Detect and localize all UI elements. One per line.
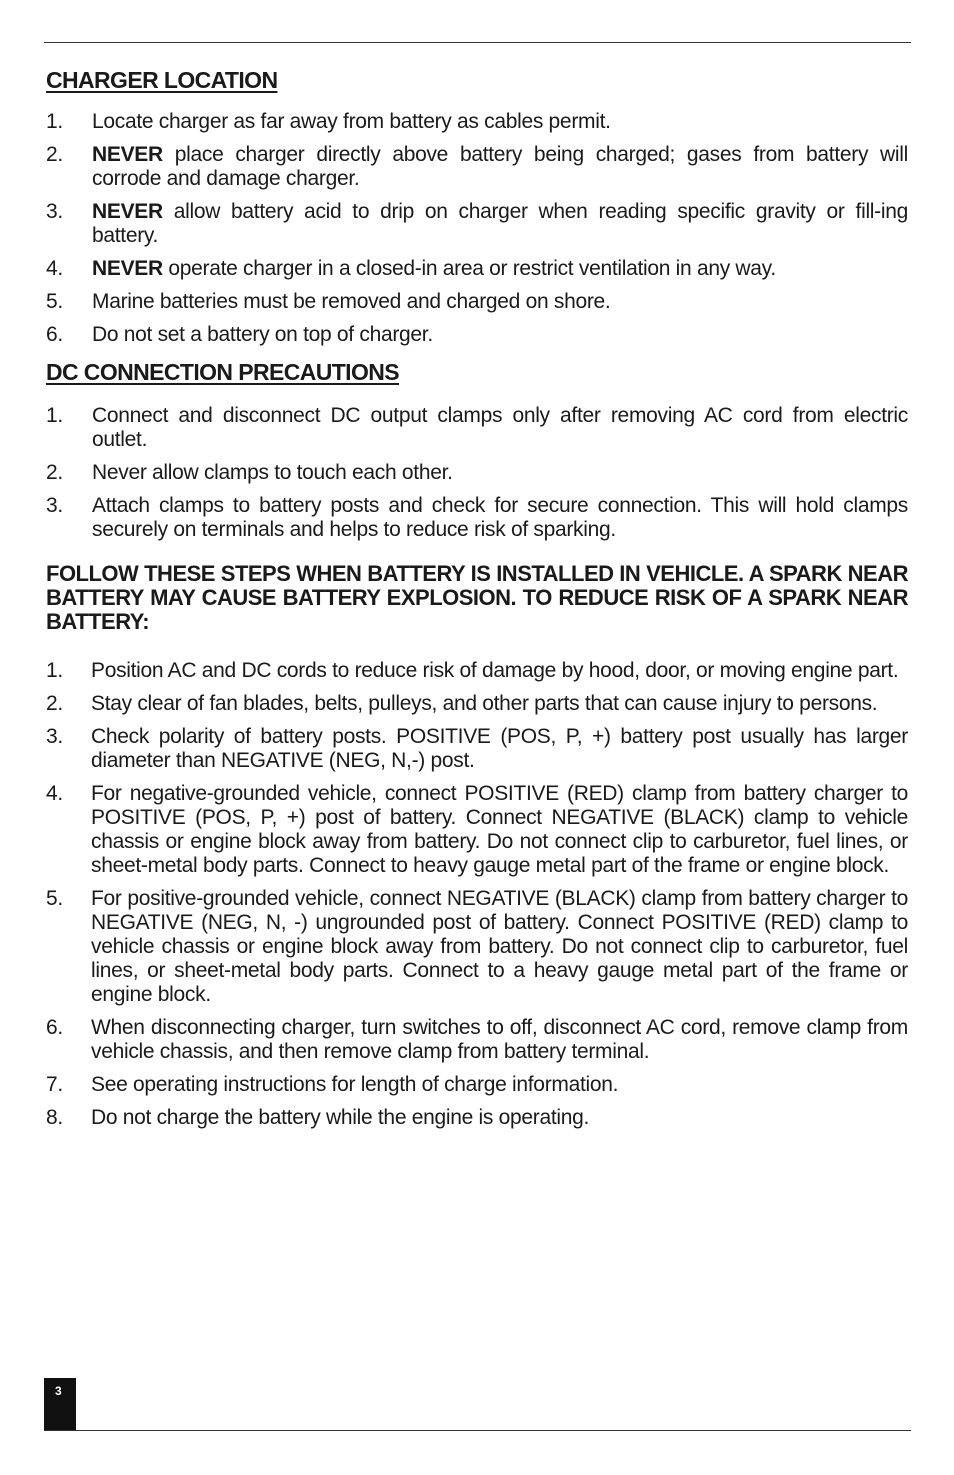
list-item: 4. For negative-grounded vehicle, connect POSITIVE (RED) clamp from battery charger to POSITIVE (POS, P, +) post of battery. Connect NEGATIVE (BLACK) clamp to vehicle chassis or engine block away from battery. Do not connect clip to carburetor, fuel lines, or sheet-metal body parts. Connect to heavy gauge metal part of the frame or engine block. xyxy=(46,782,908,877)
never-label: NEVER xyxy=(92,257,163,280)
list-item: 3. NEVER allow battery acid to drip on charger when reading specific gravity or fill-ing battery. xyxy=(46,200,908,247)
list-item: 8. Do not charge the battery while the engine is operating. xyxy=(46,1106,590,1129)
list-item: 6. When disconnecting charger, turn switches to off, disconnect AC cord, remove clamp from vehicle chassis, and then remove clamp from battery terminal. xyxy=(46,1016,908,1063)
page-number: 3 xyxy=(55,1384,62,1398)
list-item: 2. Never allow clamps to touch each other. xyxy=(46,461,453,484)
page-content xyxy=(46,66,908,1139)
section-title-charger-location: CHARGER LOCATION xyxy=(46,67,278,93)
top-rule xyxy=(44,42,911,43)
list-item: 2. Stay clear of fan blades, belts, pulleys, and other parts that can cause injury to persons. xyxy=(46,692,878,715)
list-item: 5. For positive-grounded vehicle, connect NEGATIVE (BLACK) clamp from battery charger to NEGATIVE (NEG, N, -) ungrounded post of battery. Connect POSITIVE (RED) clamp to vehicle chassis or engine block away from battery. Do not connect clip to carburetor, fuel lines, or sheet-metal body parts. Connect to a heavy gauge metal part of the frame or engine block. xyxy=(46,887,908,1006)
never-label: NEVER xyxy=(92,143,163,166)
section-title-dc-connection: DC CONNECTION PRECAUTIONS xyxy=(46,359,400,385)
dc-connection-list xyxy=(46,404,908,542)
installation-steps-list xyxy=(46,659,908,1130)
list-item: 6. Do not set a battery on top of charger. xyxy=(46,323,433,346)
list-item: 3. Check polarity of battery posts. POSITIVE (POS, P, +) battery post usually has larger diameter than NEGATIVE (NEG, N,-) post. xyxy=(46,725,908,772)
warning-heading: FOLLOW THESE STEPS WHEN BATTERY IS INSTALLED IN VEHICLE. A SPARK NEAR BATTERY MAY CAUSE BATTERY EXPLOSION. TO REDUCE RISK OF A SPARK NEAR BATTERY: xyxy=(46,561,908,634)
list-item: 1. Locate charger as far away from battery as cables permit. xyxy=(46,110,611,133)
page-number-tab xyxy=(44,1378,76,1430)
list-item: 4. NEVER operate charger in a closed-in area or restrict ventilation in any way. xyxy=(46,257,776,280)
list-item: 1. Connect and disconnect DC output clamps only after removing AC cord from electric outlet. xyxy=(46,404,908,451)
list-item: 7. See operating instructions for length of charge information. xyxy=(46,1073,619,1096)
never-label: NEVER xyxy=(92,200,163,223)
list-item: 5. Marine batteries must be removed and charged on shore. xyxy=(46,290,611,313)
list-item: 3. Attach clamps to battery posts and check for secure connection. This will hold clamps securely on terminals and helps to reduce risk of sparking. xyxy=(46,494,908,541)
list-item: 2. NEVER place charger directly above battery being charged; gases from battery will corrode and damage charger. xyxy=(46,143,908,190)
charger-location-list xyxy=(46,110,908,347)
list-item: 1. Position AC and DC cords to reduce risk of damage by hood, door, or moving engine part. xyxy=(46,659,899,682)
bottom-rule xyxy=(44,1430,911,1431)
